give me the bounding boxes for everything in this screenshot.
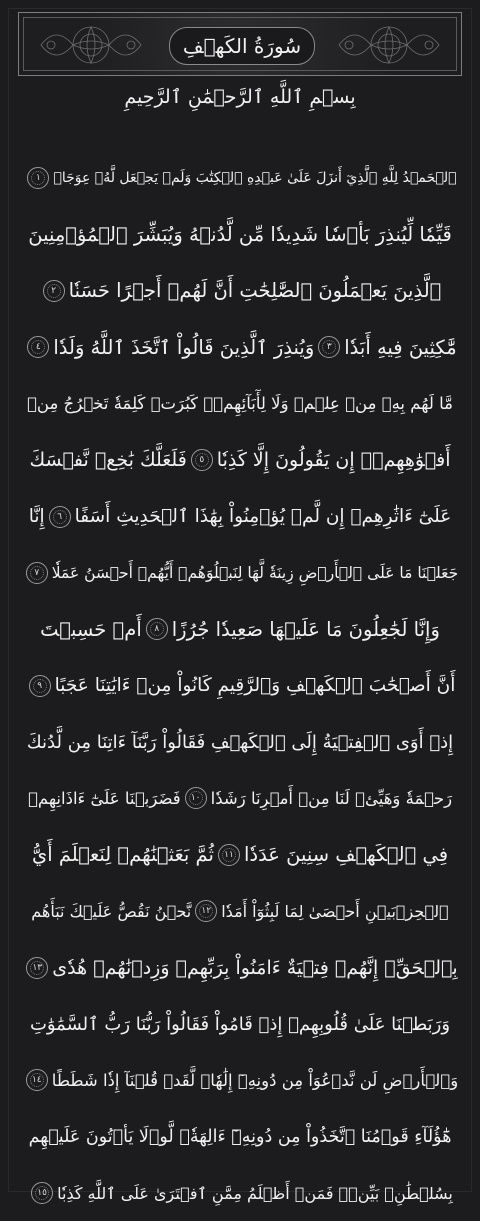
- verse-line: [26, 1109, 454, 1165]
- verse-line: [26, 432, 454, 488]
- verse-text: مَّٰكِثِينَ فِيهِ أَبَدٗا: [344, 335, 457, 359]
- verse-text: أَنَّ أَصۡحَٰبَ ٱلۡكَهۡفِ وَٱلرَّقِيمِ كَانُواْ مِنۡ ءَايَٰتِنَا عَجَبًا: [54, 675, 456, 697]
- verse-line: [26, 996, 454, 1052]
- verse-text: فَلَعَلَّكَ بَٰخِعٞ نَّفۡسَكَ: [29, 449, 187, 472]
- verse-text: وَٱلۡأَرۡضِ لَن نَّدۡعُوَاْ مِن دُونِهِۦٓ إِلَٰهٗاۖ لَّقَدۡ قُلۡنَآ إِذٗا شَطَطًا: [51, 1070, 459, 1090]
- ayah-number-marker: ١٤: [26, 1069, 48, 1091]
- ayah-number-marker: ١: [27, 167, 49, 189]
- ayah-number-marker: ١٥: [31, 1182, 53, 1204]
- verse-text: ثُمَّ بَعَثۡنَٰهُمۡ لِنَعۡلَمَ أَيُّ: [31, 843, 214, 867]
- verse-text: إِذۡ أَوَى ٱلۡفِتۡيَةُ إِلَى ٱلۡكَهۡفِ فَقَالُواْ رَبَّنَآ ءَاتِنَا مِن لَّدُنكَ: [26, 731, 454, 753]
- ayah-number-marker: ١٠: [185, 787, 207, 809]
- verse-text: أَمۡ حَسِبۡتَ: [40, 617, 142, 641]
- verse-line: [26, 319, 457, 375]
- ayah-number-marker: ١٣: [26, 957, 48, 979]
- floral-ornament-icon: [31, 19, 151, 71]
- ayah-number-marker: ٢: [43, 280, 65, 302]
- verses-block: [26, 150, 459, 1221]
- verse-text: عَلَىٰٓ ءَاثَٰرِهِمۡ إِن لَّمۡ يُؤۡمِنُواْ بِهَٰذَا ٱلۡحَدِيثِ أَسَفًا: [74, 506, 452, 528]
- basmala: بِسۡمِ ٱللَّهِ ٱلرَّحۡمَٰنِ ٱلرَّحِيمِ: [124, 86, 356, 108]
- surah-header-banner: [18, 12, 462, 76]
- verse-line: [26, 601, 454, 657]
- ayah-number-marker: ٩: [29, 675, 51, 697]
- verse-text: وَيُنذِرَ ٱلَّذِينَ قَالُواْ ٱتَّخَذَ ٱللَّهُ وَلَدٗا: [53, 335, 315, 359]
- verse-text: بِسُلۡطَٰنِۭ بَيِّنٖۖ فَمَنۡ أَظۡلَمُ مِمَّنِ ٱفۡتَرَىٰ عَلَى ٱللَّهِ كَذِبٗا: [57, 1183, 453, 1203]
- verse-line: [26, 206, 454, 262]
- surah-title-cartouche: [169, 27, 315, 65]
- verse-text: وَرَبَطۡنَا عَلَىٰ قُلُوبِهِمۡ إِذۡ قَامُواْ فَقَالُواْ رَبُّنَا رَبُّ ٱلسَّمَٰوَٰتِ: [29, 1013, 451, 1035]
- verse-text: مَّا لَهُم بِهِۦ مِنۡ عِلۡمٖ وَلَا لِأٓبَآئِهِمۡۚ كَبُرَتۡ كَلِمَةٗ تَخۡرُجُ مِنۡ: [27, 394, 453, 414]
- ayah-number-marker: ٧: [26, 562, 48, 584]
- ayah-number-marker: ٤: [27, 336, 49, 358]
- verse-line: [26, 883, 454, 939]
- verse-line: [26, 1165, 454, 1221]
- verse-line: [26, 376, 454, 432]
- ayah-number-marker: ٥: [191, 449, 213, 471]
- verse-text: قَيِّمٗا لِّيُنذِرَ بَأۡسٗا شَدِيدٗا مِّن لَّدُنۡهُ وَيُبَشِّرَ ٱلۡمُؤۡمِنِينَ: [28, 223, 452, 247]
- verse-text: فَضَرَبۡنَا عَلَىٰٓ ءَاذَانِهِمۡ: [27, 788, 181, 808]
- ayah-number-marker: ٣: [318, 336, 340, 358]
- verse-text: فِي ٱلۡكَهۡفِ سِنِينَ عَدَدٗا: [243, 843, 449, 867]
- verse-line: [26, 488, 454, 544]
- verse-line: [26, 658, 454, 714]
- ayah-number-marker: ١١: [218, 844, 240, 866]
- verse-line: [26, 770, 454, 826]
- verse-line: [26, 545, 459, 601]
- verse-line: [26, 827, 454, 883]
- verse-text: هَٰٓؤُلَآءِ قَوۡمُنَا ٱتَّخَذُواْ مِن دُونِهِۦٓ ءَالِهَةٗۖ لَّوۡلَا يَأۡتُونَ عَلَيۡهِم: [28, 1126, 452, 1147]
- ayah-number-marker: ٦: [49, 506, 71, 528]
- verse-line: [26, 714, 454, 770]
- verse-text: جَعَلۡنَا مَا عَلَى ٱلۡأَرۡضِ زِينَةٗ لَّهَا لِنَبۡلُوَهُمۡ أَيُّهُمۡ أَحۡسَنُ عَمَلٗا: [51, 563, 459, 582]
- verse-line: [26, 939, 458, 995]
- verse-text: إِنَّا: [28, 506, 45, 528]
- floral-ornament-icon: [329, 19, 449, 71]
- verse-text: وَإِنَّا لَجَٰعِلُونَ مَا عَلَيۡهَا صَعِيدٗا جُرُزًا: [171, 617, 440, 641]
- verse-text: بِٱلۡحَقِّۚ إِنَّهُمۡ فِتۡيَةٌ ءَامَنُواْ بِرَبِّهِمۡ وَزِدۡنَٰهُمۡ هُدٗى: [52, 956, 458, 979]
- ayah-number-marker: ١٢: [195, 900, 217, 922]
- verse-text: ٱلۡحِزۡبَيۡنِ أَحۡصَىٰ لِمَا لَبِثُوٓاْ أَمَدٗا: [221, 901, 449, 921]
- verse-line: [26, 150, 457, 206]
- ayah-number-marker: ٨: [146, 618, 168, 640]
- verse-line: [26, 1052, 459, 1108]
- verse-text: رَحۡمَةٗ وَهَيِّئۡ لَنَا مِنۡ أَمۡرِنَا رَشَدٗا: [210, 788, 453, 808]
- verse-text: ٱلۡحَمۡدُ لِلَّهِ ٱلَّذِيٓ أَنزَلَ عَلَىٰ عَبۡدِهِ ٱلۡكِتَٰبَ وَلَمۡ يَجۡعَل لَّهُۥ عِوَجَاۜ: [53, 170, 457, 187]
- verse-text: أَفۡوَٰهِهِمۡۚ إِن يَقُولُونَ إِلَّا كَذِبٗا: [216, 449, 451, 472]
- verse-text: نَّحۡنُ نَقُصُّ عَلَيۡكَ نَبَأَهُم: [31, 901, 192, 921]
- verse-text: ٱلَّذِينَ يَعۡمَلُونَ ٱلصَّٰلِحَٰتِ أَنَّ لَهُمۡ أَجۡرًا حَسَنٗا: [68, 279, 442, 303]
- surah-title: سُورَةُ الكَهۡفِ: [182, 34, 302, 58]
- verse-line: [26, 263, 454, 319]
